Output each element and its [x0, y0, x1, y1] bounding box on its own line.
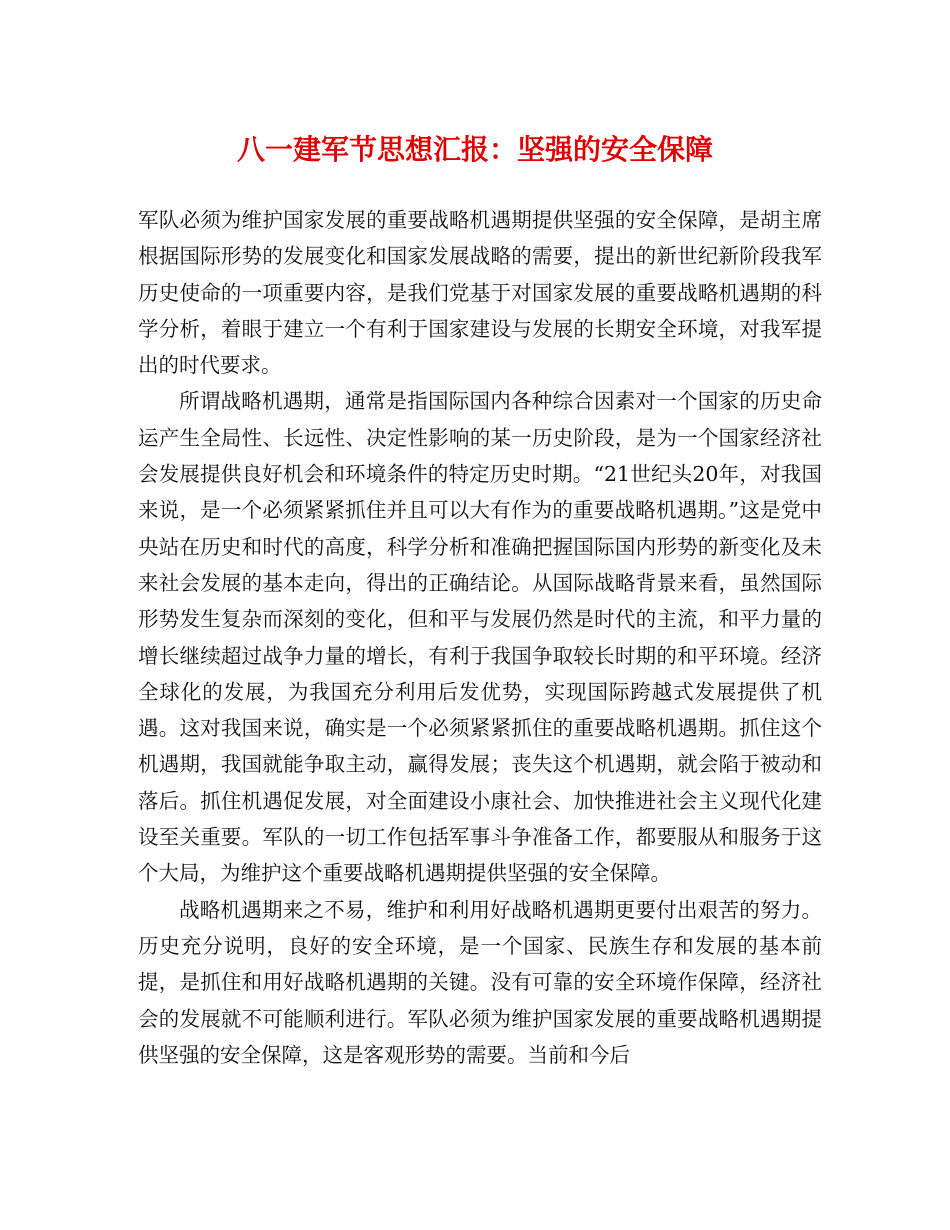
paragraph-2: 所谓战略机遇期，通常是指国际国内各种综合因素对一个国家的历史命运产生全局性、长远性、决定性影响的某一历史阶段，是为一个国家经济社会发展提供良好机会和环境条件的特定历史时期。“21世纪头20年，对我国来说，是一个必须紧紧抓住并且可以大有作为的重要战略机遇期。”这是党中央站在历史和时代的高度，科学分析和准确把握国际国内形势的新变化及未来社会发展的基本走向，得出的正确结论。从国际战略背景来看，虽然国际形势发生复杂而深刻的变化，但和平与发展仍然是时代的主流，和平力量的增长继续超过战争力量的增长，有利于我国争取较长时期的和平环境。经济全球化的发展，为我国充分利用后发优势，实现国际跨越式发展提供了机遇。这对我国来说，确实是一个必须紧紧抓住的重要战略机遇期。抓住这个机遇期，我国就能争取主动，赢得发展；丧失这个机遇期，就会陷于被动和落后。抓住机遇促发展，对全面建设小康社会、加快推进社会主义现代化建设至关重要。军队的一切工作包括军事斗争准备工作，都要服从和服务于这个大局，为维护这个重要战略机遇期提供坚强的安全保障。	[138, 389, 822, 886]
paragraph-1: 军队必须为维护国家发展的重要战略机遇期提供坚强的安全保障，是胡主席根据国际形势的发展变化和国家发展战略的需要，提出的新世纪新阶段我军历史使命的一项重要内容，是我们党基于对国家发展的重要战略机遇期的科学分析，着眼于建立一个有利于国家建设与发展的长期安全环境，对我军提出的时代要求。	[138, 208, 822, 378]
document-title: 八一建军节思想汇报：坚强的安全保障	[236, 133, 713, 166]
document-body	[138, 202, 822, 1073]
paragraph-3: 战略机遇期来之不易，维护和利用好战略机遇期更要付出艰苦的努力。历史充分说明，良好的安全环境，是一个国家、民族生存和发展的基本前提，是抓住和用好战略机遇期的关键。没有可靠的安全环境作保障，经济社会的发展就不可能顺利进行。军队必须为维护国家发展的重要战略机遇期提供坚强的安全保障，这是客观形势的需要。当前和今后	[138, 897, 822, 1067]
